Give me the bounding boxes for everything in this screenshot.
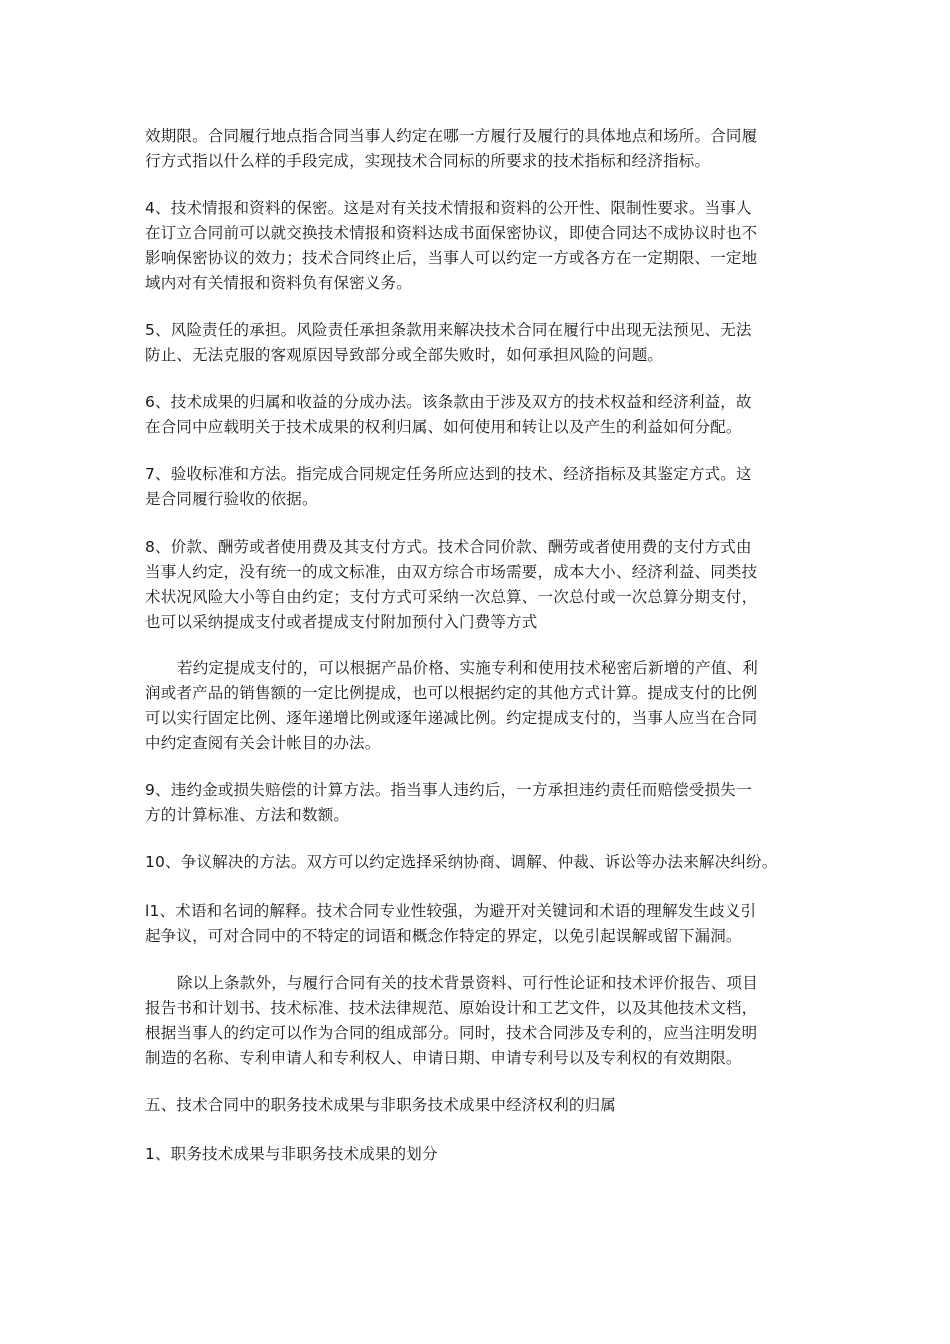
subsection-heading-1 bbox=[145, 1142, 815, 1167]
text-line: 域内对有关情报和资料负有保密义务。 bbox=[145, 274, 412, 292]
text-line: 方的计算标准、方法和数额。 bbox=[145, 806, 350, 824]
text-line: 8、价款、酬劳或者使用费及其支付方式。技术合同价款、酬劳或者使用费的支付方式由 bbox=[145, 538, 752, 556]
paragraph-royalty-details bbox=[145, 656, 815, 756]
text-line: 起争议，可对合同中的不特定的词语和概念作特定的界定，以免引起误解或留下漏洞。 bbox=[145, 927, 742, 945]
text-line: 9、违约金或损失赔偿的计算方法。指当事人违约后，一方承担违约责任而赔偿受损失一 bbox=[145, 781, 752, 799]
text-line: 报告书和计划书、技术标准、技术法律规范、原始设计和工艺文件，以及其他技术文档， bbox=[145, 999, 758, 1017]
text-line: 4、技术情报和资料的保密。这是对有关技术情报和资料的公开性、限制性要求。当事人 bbox=[145, 199, 752, 217]
text-line: 在订立合同前可以就交换技术情报和资料达成书面保密协议，即使合同达不成协议时也不 bbox=[145, 224, 758, 242]
text-line: 影响保密协议的效力；技术合同终止后，当事人可以约定一方或各方在一定期限、一定地 bbox=[145, 249, 758, 267]
paragraph-item-10-dispute bbox=[145, 850, 815, 875]
text-line: 除以上条款外，与履行合同有关的技术背景资料、可行性论证和技术评价报告、项目 bbox=[177, 974, 758, 992]
text-line: 润或者产品的销售额的一定比例提成，也可以根据约定的其他方式计算。提成支付的比例 bbox=[145, 684, 758, 702]
text-line: 中约定查阅有关会计帐目的办法。 bbox=[145, 734, 381, 752]
text-line: 在合同中应载明关于技术成果的权利归属、如何使用和转让以及产生的利益如何分配。 bbox=[145, 418, 742, 436]
text-line: 制造的名称、专利申请人和专利权人、申请日期、申请专利号以及专利权的有效期限。 bbox=[145, 1049, 742, 1067]
text-line: 10、争议解决的方法。双方可以约定选择采纳协商、调解、仲裁、诉讼等办法来解决纠纷。 bbox=[145, 853, 778, 871]
paragraph-item-8-payment bbox=[145, 535, 815, 635]
section-heading-5 bbox=[145, 1093, 815, 1118]
text-line: 5、风险责任的承担。风险责任承担条款用来解决技术合同在履行中出现无法预见、无法 bbox=[145, 321, 752, 339]
paragraph-item-7-acceptance bbox=[145, 462, 815, 512]
paragraph-other-clauses bbox=[145, 971, 815, 1071]
paragraph-term-location-method bbox=[145, 124, 815, 174]
paragraph-item-5-risk bbox=[145, 318, 815, 368]
text-line: 防止、无法克服的客观原因导致部分或全部失败时，如何承担风险的问题。 bbox=[145, 346, 664, 364]
text-line: 1、职务技术成果与非职务技术成果的划分 bbox=[145, 1145, 438, 1163]
paragraph-item-11-terms bbox=[145, 899, 815, 949]
text-line: 7、验收标准和方法。指完成合同规定任务所应达到的技术、经济指标及其鉴定方式。这 bbox=[145, 465, 752, 483]
text-line: 可以实行固定比例、逐年递增比例或逐年递减比例。约定提成支付的，当事人应当在合同 bbox=[145, 709, 758, 727]
text-line: l1、术语和名词的解释。技术合同专业性较强，为避开对关键词和术语的理解发生歧义引 bbox=[145, 902, 757, 920]
text-line: 也可以采纳提成支付或者提成支付附加预付入门费等方式 bbox=[145, 613, 538, 631]
text-line: 效期限。合同履行地点指合同当事人约定在哪一方履行及履行的具体地点和场所。合同履 bbox=[145, 127, 758, 145]
text-line: 五、技术合同中的职务技术成果与非职务技术成果中经济权利的归属 bbox=[145, 1096, 617, 1114]
paragraph-item-6-ownership bbox=[145, 390, 815, 440]
text-line: 行方式指以什么样的手段完成，实现技术合同标的所要求的技术指标和经济指标。 bbox=[145, 152, 711, 170]
text-line: 当事人约定，没有统一的成文标准，由双方综合市场需要，成本大小、经济利益、同类技 bbox=[145, 563, 758, 581]
text-line: 6、技术成果的归属和收益的分成办法。该条款由于涉及双方的技术权益和经济利益，故 bbox=[145, 393, 752, 411]
paragraph-item-9-damages bbox=[145, 778, 815, 828]
paragraph-item-4-confidentiality bbox=[145, 196, 815, 296]
text-line: 根据当事人的约定可以作为合同的组成部分。同时，技术合同涉及专利的，应当注明发明 bbox=[145, 1024, 758, 1042]
text-line: 术状况风险大小等自由约定；支付方式可采纳一次总算、一次总付或一次总算分期支付， bbox=[145, 588, 758, 606]
text-line: 是合同履行验收的依据。 bbox=[145, 490, 318, 508]
text-line: 若约定提成支付的，可以根据产品价格、实施专利和使用技术秘密后新增的产值、利 bbox=[177, 659, 758, 677]
